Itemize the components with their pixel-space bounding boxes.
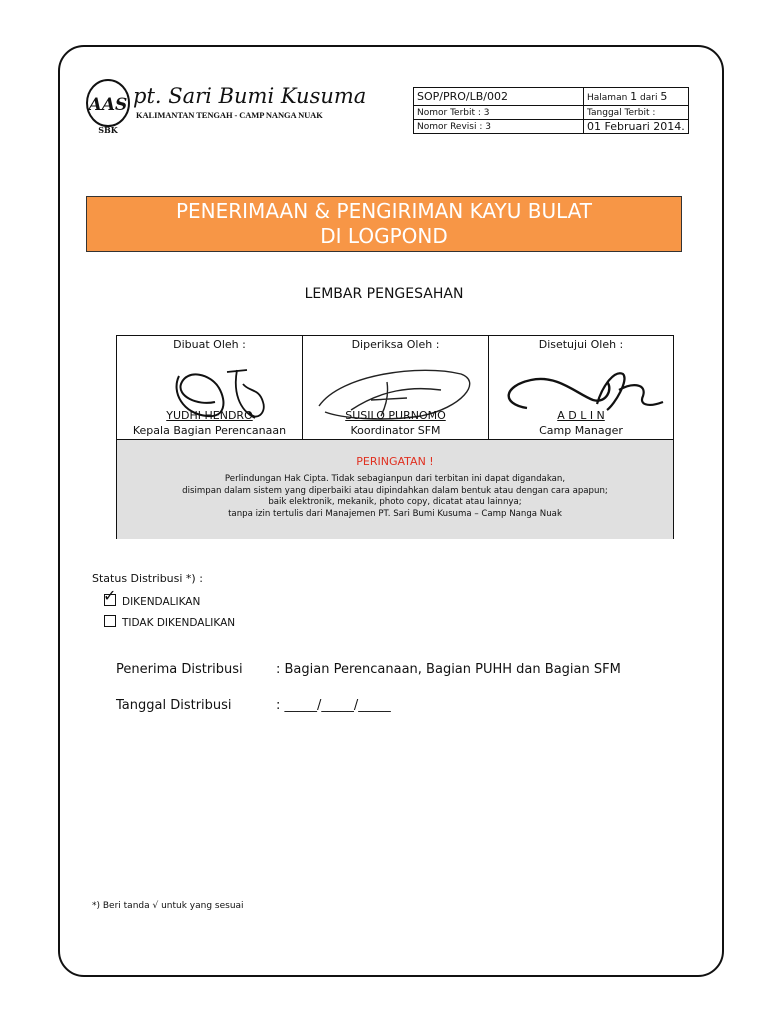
warning-line: Perlindungan Hak Cipta. Tidak sebagianpun dari terbitan ini dapat digandakan, — [224, 474, 566, 484]
tanggal-value: : _____/_____/_____ — [276, 698, 391, 713]
tanggal-label: Tanggal Distribusi — [116, 698, 232, 713]
doc-code: SOP/PRO/LB/002 — [414, 88, 584, 106]
checkbox-checked[interactable] — [103, 586, 117, 606]
page-number — [584, 88, 689, 106]
warning-title: PERINGATAN ! — [356, 455, 434, 468]
company-logo — [80, 78, 136, 136]
signatory-role: Koordinator SFM — [350, 424, 441, 437]
logo-sub: SBK — [98, 125, 118, 135]
warning-line: tanpa izin tertulis dari Manajemen PT. Sari Bumi Kusuma – Camp Nanga Nuak — [228, 508, 562, 519]
page-total: 5 — [660, 90, 668, 103]
signatory-role: Kepala Bagian Perencanaan — [132, 424, 287, 437]
signature-header: Dibuat Oleh : — [173, 338, 246, 351]
company-location: KALIMANTAN TENGAH - CAMP NANGA NUAK — [136, 110, 323, 120]
penerima-label: Penerima Distribusi — [116, 662, 243, 677]
lembar-pengesahan-heading: LEMBAR PENGESAHAN — [304, 286, 464, 302]
logo-letters: AAS — [88, 95, 128, 115]
penerima-distribusi-row — [116, 662, 621, 677]
page-of: dari — [640, 93, 658, 103]
option-tidak-dikendalikan[interactable] — [104, 615, 235, 629]
signature-cell-dibuat — [117, 336, 303, 439]
signatory-name: A D L I N — [557, 409, 605, 422]
footnote: *) Beri tanda √ untuk yang sesuai — [92, 901, 244, 911]
copyright-warning — [117, 439, 673, 539]
title-line-1: PENERIMAAN & PENGIRIMAN KAYU BULAT — [175, 199, 593, 223]
signature-header: Diperiksa Oleh : — [351, 338, 440, 351]
option-dikendalikan[interactable] — [103, 586, 201, 608]
page-label: Halaman — [587, 93, 628, 103]
warning-line: disimpan dalam sistem yang diperbaiki atau dipindahkan dalam bentuk atau dengan cara apapun; — [182, 485, 608, 496]
tanggal-terbit-value: 01 Februari 2014. — [584, 120, 689, 134]
nomor-revisi: Nomor Revisi : 3 — [414, 120, 584, 134]
status-distribusi-label: Status Distribusi *) : — [92, 572, 203, 585]
warning-line: baik elektronik, mekanik, photo copy, dicatat atau lainnya; — [268, 497, 522, 507]
signatory-name: YUDHI HENDRO — [166, 409, 253, 422]
checkbox-unchecked[interactable] — [104, 615, 116, 627]
signatory-name: SUSILO PURNOMO — [345, 409, 446, 422]
title-line-2: DI LOGPOND — [320, 224, 448, 248]
signature-table — [116, 335, 674, 539]
penerima-value: : Bagian Perencanaan, Bagian PUHH dan Bagian SFM — [276, 662, 621, 677]
doc-info-table — [413, 87, 689, 134]
option-label: TIDAK DIKENDALIKAN — [122, 617, 236, 629]
page-current: 1 — [630, 90, 638, 103]
checkmark-icon: ✓ — [103, 586, 117, 605]
document-title — [86, 196, 682, 252]
signature-cell-disetujui — [489, 336, 673, 439]
nomor-terbit: Nomor Terbit : 3 — [414, 106, 584, 120]
signature-cell-diperiksa — [303, 336, 489, 439]
tanggal-terbit-label: Tanggal Terbit : — [584, 106, 689, 120]
company-name: pt. Sari Bumi Kusuma — [133, 84, 367, 108]
option-label: DIKENDALIKAN — [122, 596, 201, 608]
signature-header: Disetujui Oleh : — [538, 338, 624, 351]
signatory-role: Camp Manager — [539, 424, 623, 437]
tanggal-distribusi-row — [116, 698, 391, 713]
